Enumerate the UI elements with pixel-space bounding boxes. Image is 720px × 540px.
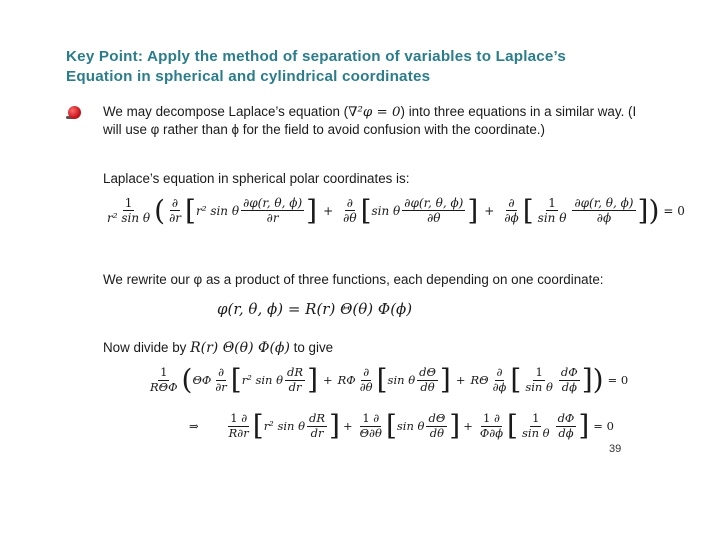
eq4-t1-op-den: R∂r (228, 425, 249, 440)
paragraph-product: We rewrite our φ as a product of three functions, each depending on one coordinate: (103, 272, 604, 287)
eq3-t3-op (491, 366, 509, 395)
eq3-t1-den: dr (288, 379, 302, 394)
eq3-t3-f1-num: 1 (535, 365, 543, 379)
eq3-rhs: = 0 (607, 373, 629, 388)
eq4-t2-op (358, 412, 384, 441)
close-bracket-2: ] (467, 193, 479, 227)
equation-separation: φ(r, θ, ϕ) = R(r) Θ(θ) Φ(ϕ) (217, 300, 413, 318)
eq4-t2-op-den: Θ∂θ (359, 425, 382, 440)
slide-title (66, 47, 666, 87)
term3-frac1 (536, 196, 569, 226)
title-line-2: Equation in spherical and cylindrical coordinates (66, 68, 431, 85)
prefactor-fraction (105, 196, 152, 226)
eq3-pre-num: 1 (160, 365, 168, 379)
eq3-open-bracket-3: [ (510, 363, 522, 397)
term1-fraction (241, 196, 304, 226)
eq3-open-bracket-1: [ (230, 363, 242, 397)
eq3-t1-coef: ΘΦ (192, 373, 212, 388)
eq3-close-paren: ) (592, 363, 604, 397)
intro-pre: We may decompose Laplace’s equation ( (103, 104, 349, 119)
eq3-t3-frac (559, 366, 580, 395)
eq4-open-bracket-1: [ (252, 409, 264, 443)
laplacian-inline: ∇²φ = 0 (348, 105, 401, 120)
eq4-t3-f1-num: 1 (532, 411, 540, 425)
eq4-close-bracket-3: ] (578, 409, 590, 443)
term3-op-den: ∂ϕ (504, 211, 519, 226)
paragraph-spherical: Laplace’s equation in spherical polar coordinates is: (103, 171, 410, 186)
close-paren: ) (648, 193, 660, 227)
implies-arrow: ⇒ (189, 419, 199, 434)
eq3-t3-op-den: ∂ϕ (492, 379, 507, 394)
term3-frac-den: ∂ϕ (596, 211, 612, 226)
eq3-plus-1: + (323, 373, 333, 388)
eq3-close-bracket-3: ] (581, 363, 593, 397)
term2-fraction (402, 196, 465, 226)
eq4-rhs: = 0 (593, 419, 614, 434)
open-bracket-2: [ (360, 193, 372, 227)
term1-body: r² sin θ (195, 203, 240, 218)
divide-post: to give (293, 340, 334, 355)
eq3-t1-op-num: ∂ (218, 365, 225, 379)
paragraph-divide (103, 340, 638, 357)
equation-final (189, 409, 614, 443)
eq4-t1-frac (307, 412, 327, 441)
plus-2: + (484, 203, 495, 218)
eq3-t2-op (358, 366, 375, 395)
term2-frac-den: ∂θ (427, 211, 441, 226)
eq3-prefactor (148, 366, 180, 395)
divide-pre: Now divide by (103, 340, 187, 355)
term3-op-num: ∂ (508, 196, 515, 210)
term2-op-num: ∂ (346, 196, 353, 210)
eq4-t3-op-num: 1 ∂ (482, 411, 500, 425)
eq3-t2-num: dΘ (419, 365, 436, 379)
paragraph-intro (103, 104, 638, 138)
eq3-t1-op-den: ∂r (215, 379, 227, 394)
eq4-open-bracket-2: [ (385, 409, 397, 443)
open-bracket-1: [ (185, 193, 196, 227)
eq3-t3-num: dΦ (560, 365, 578, 379)
eq4-t3-f1-den: sin θ (521, 425, 550, 440)
eq4-open-bracket-3: [ (507, 409, 518, 443)
eq4-plus-2: + (463, 419, 473, 434)
open-bracket-3: [ (522, 193, 534, 227)
eq3-close-bracket-1: ] (307, 363, 318, 397)
eq4-t1-den: dr (310, 425, 324, 440)
eq3-t3-f1 (523, 366, 555, 395)
term3-fraction (572, 196, 635, 226)
eq4-t1-body: r² sin θ (263, 419, 306, 434)
eq3-t2-frac (417, 366, 438, 395)
eq4-t2-frac (426, 412, 447, 441)
prefactor-den: r² sin θ (107, 211, 151, 226)
eq4-t2-den: dθ (429, 425, 444, 440)
eq4-plus-1: + (342, 419, 353, 434)
eq3-t3-f1-den: sin θ (525, 379, 553, 394)
eq3-t2-coef: RΦ (337, 373, 356, 388)
eq3-open-bracket-2: [ (376, 363, 388, 397)
eq3-t2-den: dθ (420, 379, 435, 394)
eq4-t1-num: dR (309, 411, 326, 425)
open-paren: ( (154, 193, 166, 227)
close-bracket-1: ] (306, 193, 318, 227)
equation-laplace-spherical (103, 193, 685, 227)
term1-op-den: ∂r (169, 211, 182, 226)
term3-frac-num: ∂φ(r, θ, ϕ) (574, 196, 634, 210)
intro-post: ) into three equations in a similar way. (I will use φ rather than ϕ for the field to avoid confusion with the coordinate.) (103, 104, 637, 137)
eq3-open-paren: ( (181, 363, 193, 397)
close-bracket-3: ] (637, 193, 649, 227)
eq3-t2-op-num: ∂ (363, 365, 370, 379)
eq3-t1-num: dR (287, 365, 304, 379)
eq4-t3-frac (556, 412, 577, 441)
divide-math: R(r) Θ(θ) Φ(ϕ) (190, 340, 290, 356)
equation-divided (146, 363, 629, 397)
term3-operator (502, 196, 520, 226)
eq4-close-bracket-1: ] (329, 409, 340, 443)
eq3-t2-body: sin θ (387, 373, 416, 388)
term2-body: sin θ (371, 203, 401, 218)
term1-operator (167, 196, 183, 226)
term1-frac-den: ∂r (266, 211, 279, 226)
term3-frac1-den: sin θ (537, 211, 567, 226)
eq4-t2-op-num: 1 ∂ (362, 411, 380, 425)
eq3-t2-op-den: ∂θ (359, 379, 373, 394)
eq4-t3-num: dΦ (557, 411, 575, 425)
slide-number: 39 (609, 443, 622, 455)
eq4-t1-op-num: 1 ∂ (230, 411, 248, 425)
eq3-t3-coef: RΘ (470, 373, 489, 388)
eq4-t3-op-den: Φ∂ϕ (479, 425, 504, 440)
eq3-t3-den: dϕ (561, 379, 577, 394)
eq3-t1-frac (285, 366, 305, 395)
eq4-t3-den: dϕ (558, 425, 574, 440)
eq4-t3-op (478, 412, 505, 441)
eq1-rhs: = 0 (663, 203, 685, 218)
term2-operator (341, 196, 358, 226)
eq3-t1-op (213, 366, 228, 395)
term1-frac-num: ∂φ(r, θ, ϕ) (243, 196, 303, 210)
term3-frac1-num: 1 (548, 196, 556, 210)
plus-1: + (323, 203, 334, 218)
eq4-t2-num: dΘ (428, 411, 446, 425)
bullet-icon (68, 106, 81, 119)
eq3-close-bracket-2: ] (439, 363, 451, 397)
eq4-t3-f1 (520, 412, 552, 441)
term1-op-num: ∂ (171, 196, 179, 210)
title-line-1: Key Point: Apply the method of separation of variables to Laplace’s (66, 48, 567, 65)
term2-frac-num: ∂φ(r, θ, ϕ) (404, 196, 464, 210)
prefactor-num: 1 (124, 196, 133, 210)
eq4-t1-op (227, 412, 251, 441)
eq4-t2-body: sin θ (396, 419, 425, 434)
eq3-plus-2: + (455, 373, 466, 388)
eq4-close-bracket-2: ] (449, 409, 461, 443)
eq3-t1-body: r² sin θ (241, 373, 284, 388)
eq3-t3-op-num: ∂ (496, 365, 503, 379)
term2-op-den: ∂θ (343, 211, 357, 226)
eq3-pre-den: RΘΦ (150, 379, 178, 394)
